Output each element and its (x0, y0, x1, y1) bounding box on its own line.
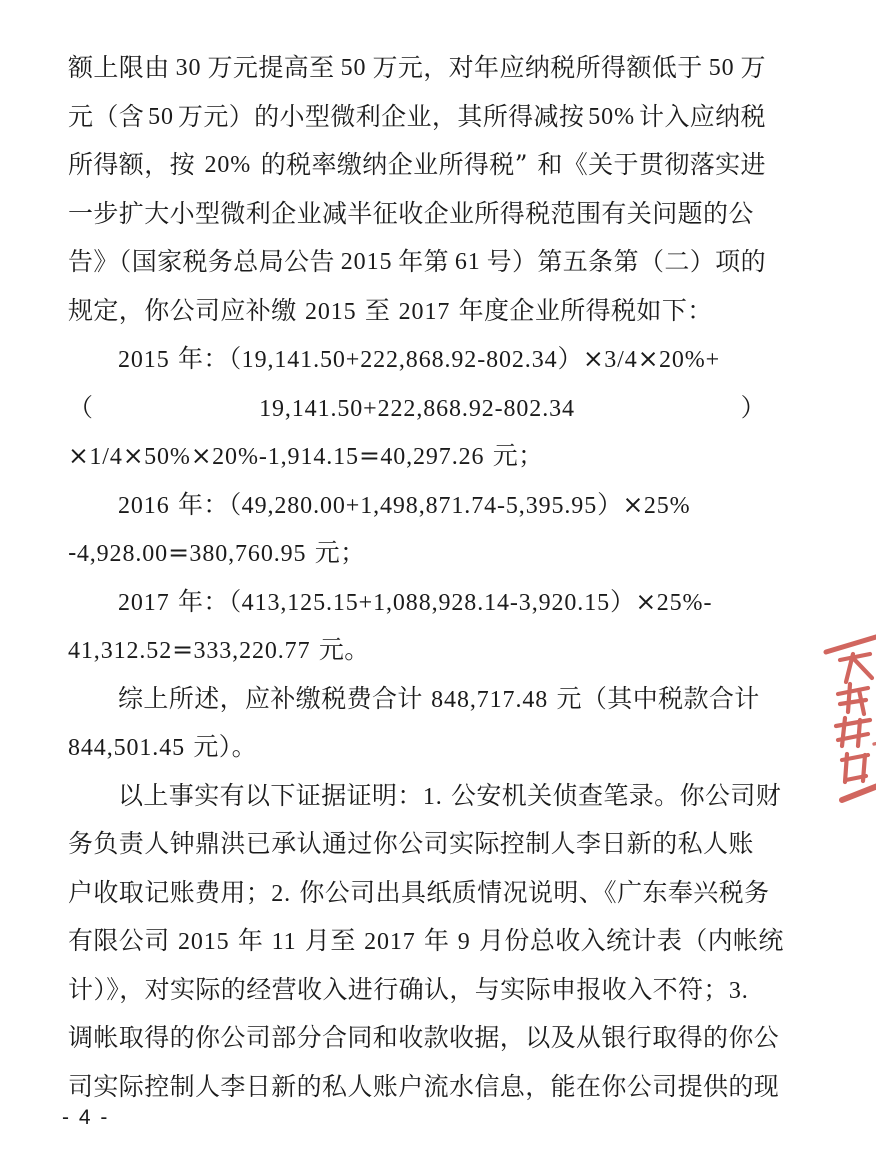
document-line (68, 1063, 780, 1112)
document-line (68, 529, 768, 578)
text-run: 万元提高至 (207, 53, 335, 82)
document-line (68, 481, 768, 530)
number-run: 30 (175, 55, 202, 81)
text-line (68, 481, 768, 531)
document-line (68, 44, 768, 93)
text-line (68, 1014, 780, 1063)
number-run: 49,280.00+1,498,871.74-5,395.95 (241, 492, 598, 519)
number-run: 2016 (118, 492, 170, 519)
number-run: 413,125.15+1,088,928.14-3,920.15 (241, 589, 610, 616)
number-run: 2015 (304, 298, 357, 325)
text-run: = (168, 538, 190, 567)
text-run: 综上所述，应补缴税费合计 (118, 683, 432, 713)
text-run: 元（含 (68, 101, 145, 131)
number-run: 20% (204, 152, 252, 178)
page-number: - 4 - (62, 1106, 110, 1129)
justified-line (68, 44, 766, 93)
text-line (68, 529, 768, 579)
text-run: 元）。 (185, 732, 258, 761)
number-run: 333,220.77 (193, 638, 311, 664)
text-run: 月份总收入统计表（内帐统 (470, 926, 784, 955)
document-line (68, 93, 768, 142)
text-run: × (122, 441, 145, 470)
text-run: 号）第五条第（二）项的 (486, 247, 766, 276)
text-line (68, 335, 768, 385)
text-run: = (172, 635, 194, 664)
text-run: 元； (306, 538, 366, 567)
text-run: 有限公司 (68, 926, 178, 955)
text-run: 年：（ (169, 344, 242, 373)
text-run: 告》（国家税务总局公告 (68, 247, 335, 276)
text-run: 的税率缴纳企业所得税” (260, 150, 528, 179)
document-line (68, 675, 768, 724)
text-run: 计入应纳税 (638, 101, 766, 131)
number-run: 20%+ (658, 347, 721, 373)
number-run: 2015 (118, 347, 170, 373)
document-line (68, 335, 768, 384)
justified-line (68, 93, 766, 142)
text-line (68, 1063, 780, 1112)
text-run: 万元，对年应纳税所得额低于 (372, 53, 703, 82)
text-run: 额上限由 (68, 53, 170, 82)
document-line (68, 626, 768, 675)
text-line (68, 626, 768, 676)
text-run: 月至 (296, 926, 365, 955)
document-line (68, 287, 768, 336)
text-run: 规定，你公司应补缴 (68, 295, 305, 325)
document-line (68, 772, 782, 821)
number-run: 380,760.95 (189, 541, 307, 567)
text-run: × (68, 441, 90, 470)
text-line (68, 869, 768, 919)
text-line (68, 772, 782, 822)
number-run: 844,501.45 (68, 735, 185, 761)
document-line (68, 723, 768, 772)
text-run: 年 (415, 926, 458, 955)
formula-continuation-line (68, 384, 766, 434)
red-official-seal (812, 624, 876, 810)
text-line (68, 287, 768, 337)
text-line (68, 578, 768, 628)
text-run: ）× (610, 586, 657, 616)
text-line (68, 675, 768, 725)
document-line (68, 869, 768, 918)
text-run: 调帐取得的你公司部分合同和收款收据，以及从银行取得的你公 (68, 1023, 780, 1052)
text-run: 万 (740, 53, 766, 82)
text-run: 年 (229, 926, 272, 955)
document-line (68, 1014, 780, 1063)
number-run: 50% (588, 103, 635, 130)
text-line (68, 432, 768, 482)
text-run: 以上事实有以下证据证明： (118, 780, 423, 810)
number-run: 25% (643, 492, 691, 519)
text-run: 元。 (310, 635, 370, 664)
text-run: 务负责人钟鼎洪已承认通过你公司实际控制人李日新的私人账 (68, 829, 754, 858)
number-run: 61 (454, 249, 481, 275)
text-line (68, 820, 768, 869)
number-run: 2015 (177, 929, 230, 955)
text-line (68, 966, 768, 1016)
text-run: 至 (356, 295, 399, 325)
justified-line (68, 190, 766, 239)
document-line (68, 966, 768, 1015)
text-run: 和《关于贯彻落实进 (537, 150, 766, 179)
text-run: 元（其中税款合计 (548, 683, 760, 713)
text-run: × (637, 344, 659, 373)
text-run: 年：（ (169, 489, 242, 519)
document-line (68, 141, 768, 190)
number-run: 25%- (656, 589, 713, 616)
document-line (68, 578, 768, 627)
number-run: 41,312.52 (68, 638, 173, 664)
document-line (68, 820, 768, 869)
text-run: ）× (597, 489, 644, 519)
number-run: 9 (457, 929, 471, 955)
open-paren: （ (68, 392, 94, 422)
number-run: 40,297.26 (380, 444, 485, 470)
justified-line (68, 238, 766, 287)
text-run: 元； (484, 441, 544, 470)
document-body (68, 44, 784, 1111)
number-run: 1. (422, 783, 443, 810)
number-run: 4,928.00 (76, 541, 169, 567)
text-line (68, 723, 768, 773)
text-line (68, 917, 784, 967)
text-run: 万元）的小型微利企业，其所得减按 (177, 101, 585, 131)
number-run: 50 (708, 55, 735, 81)
document-line (68, 917, 784, 966)
number-run: 2. (271, 880, 292, 907)
number-run: 50% (144, 444, 191, 470)
number-run: 2017 (364, 929, 416, 955)
number-run: 848,717.48 (431, 686, 549, 713)
text-run: 所得额，按 (68, 150, 196, 179)
text-run: 一步扩大小型微利企业减半征收企业所得税范围有关问题的公 (68, 198, 754, 228)
close-paren: ） (740, 392, 766, 422)
justified-line (68, 141, 766, 190)
text-run: = (358, 441, 381, 470)
document-line (68, 432, 768, 481)
text-run: - (68, 538, 77, 567)
document-line (68, 190, 768, 239)
number-run: 2017 (398, 298, 451, 325)
number-run: 2015 (340, 249, 393, 275)
text-run: × (190, 441, 213, 470)
text-run: 年第 (398, 247, 450, 276)
number-run: 50 (340, 55, 367, 81)
text-run: 你公司出具纸质情况说明、《广东奉兴税务 (291, 877, 770, 907)
number-run: 2017 (118, 589, 170, 616)
text-run: 计）》，对实际的经营收入进行确认，与实际申报收入不符； (68, 974, 729, 1004)
text-run: 户收取记账费用； (68, 877, 272, 907)
text-run: ）× (557, 344, 605, 373)
number-run: 50 (148, 103, 174, 130)
number-run: 3/4 (604, 347, 638, 373)
number-run: 3. (728, 977, 749, 1004)
number-run: 19,141.50+222,868.92-802.34 (241, 347, 558, 373)
number-run: 1/4 (89, 444, 123, 470)
formula-expression: 19,141.50+222,868.92-802.34 (259, 395, 575, 422)
document-line (68, 238, 768, 287)
text-run: 公安机关侦查笔录。你公司财 (442, 780, 782, 810)
text-run: 年：（ (169, 586, 242, 616)
text-run: 年度企业所得税如下： (450, 295, 713, 325)
number-run: 11 (271, 929, 297, 955)
number-run: 20%-1,914.15 (212, 444, 359, 470)
text-run: 司实际控制人李日新的私人账户流水信息，能在你公司提供的现 (68, 1071, 780, 1101)
document-line (68, 384, 768, 433)
